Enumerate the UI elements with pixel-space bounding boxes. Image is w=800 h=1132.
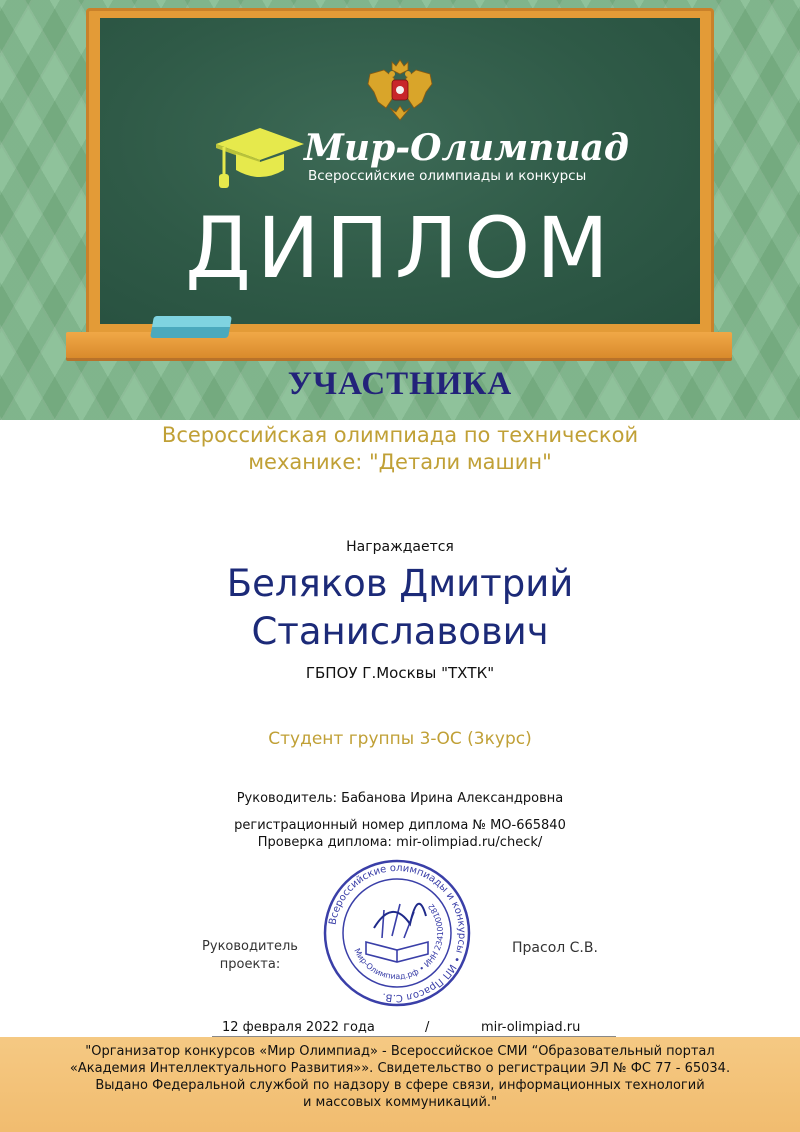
registration-number: регистрационный номер диплома № МО-665840 <box>234 818 566 833</box>
awarded-label: Награждается <box>346 539 454 555</box>
signer-name: Прасол С.В. <box>512 940 598 956</box>
olympiad-name-line: механике: "Детали машин" <box>248 450 552 474</box>
brand-tagline: Всероссийские олимпиады и конкурсы <box>308 168 587 184</box>
project-head-label-line: проекта: <box>219 957 281 972</box>
diploma-title: ДИПЛОМ <box>185 199 615 297</box>
footer-line: Выдано Федеральной службой по надзору в сфере связи, информационных технологий <box>95 1078 705 1093</box>
project-head-label <box>190 938 310 974</box>
eraser-icon <box>150 316 232 338</box>
footer-legal-text <box>50 1043 750 1111</box>
date-separator: / <box>425 1020 430 1035</box>
brand-logo <box>212 126 629 196</box>
recipient-name-line: Беляков Дмитрий <box>226 562 574 605</box>
diploma-subtitle: УЧАСТНИКА <box>287 366 513 402</box>
diploma-check-link[interactable]: Проверка диплома: mir-olimpiad.ru/check/ <box>257 835 543 850</box>
coat-of-arms-icon <box>364 52 436 124</box>
footer-line: «Академия Интеллектуального Развития»». Свидетельство о регистрации ЭЛ № ФС 77 - 65034. <box>69 1061 731 1076</box>
official-stamp <box>322 858 472 1008</box>
organization: ГБПОУ Г.Москвы "ТХТК" <box>305 664 495 682</box>
site-link[interactable]: mir-olimpiad.ru <box>481 1020 581 1035</box>
olympiad-name-line: Всероссийская олимпиада по технической <box>161 423 639 447</box>
project-head-label-line: Руководитель <box>202 939 298 954</box>
registration-info <box>0 817 800 851</box>
stamp-outer-text: Всероссийские олимпиады и конкурсы • ИП Прасол С.В. <box>327 862 468 1004</box>
issue-date: 12 февраля 2022 года <box>222 1020 375 1035</box>
brand-name: Мир-Олимпиад <box>304 127 629 169</box>
olympiad-name <box>60 422 740 476</box>
footer-line: и массовых коммуникаций." <box>302 1095 498 1110</box>
footer-line: "Организатор конкурсов «Мир Олимпиад» - Всероссийское СМИ “Образовательный портал <box>85 1044 715 1059</box>
recipient-name-line: Станиславович <box>251 610 549 653</box>
student-group: Студент группы 3-ОС (3курс) <box>268 729 532 749</box>
stamp-inner-text: Мир-Олимпиад.рф • ИНН 2341000182 <box>352 901 446 982</box>
supervisor: Руководитель: Бабанова Ирина Александровна <box>236 791 564 806</box>
recipient-name <box>60 560 740 656</box>
graduation-cap-icon <box>212 126 306 196</box>
